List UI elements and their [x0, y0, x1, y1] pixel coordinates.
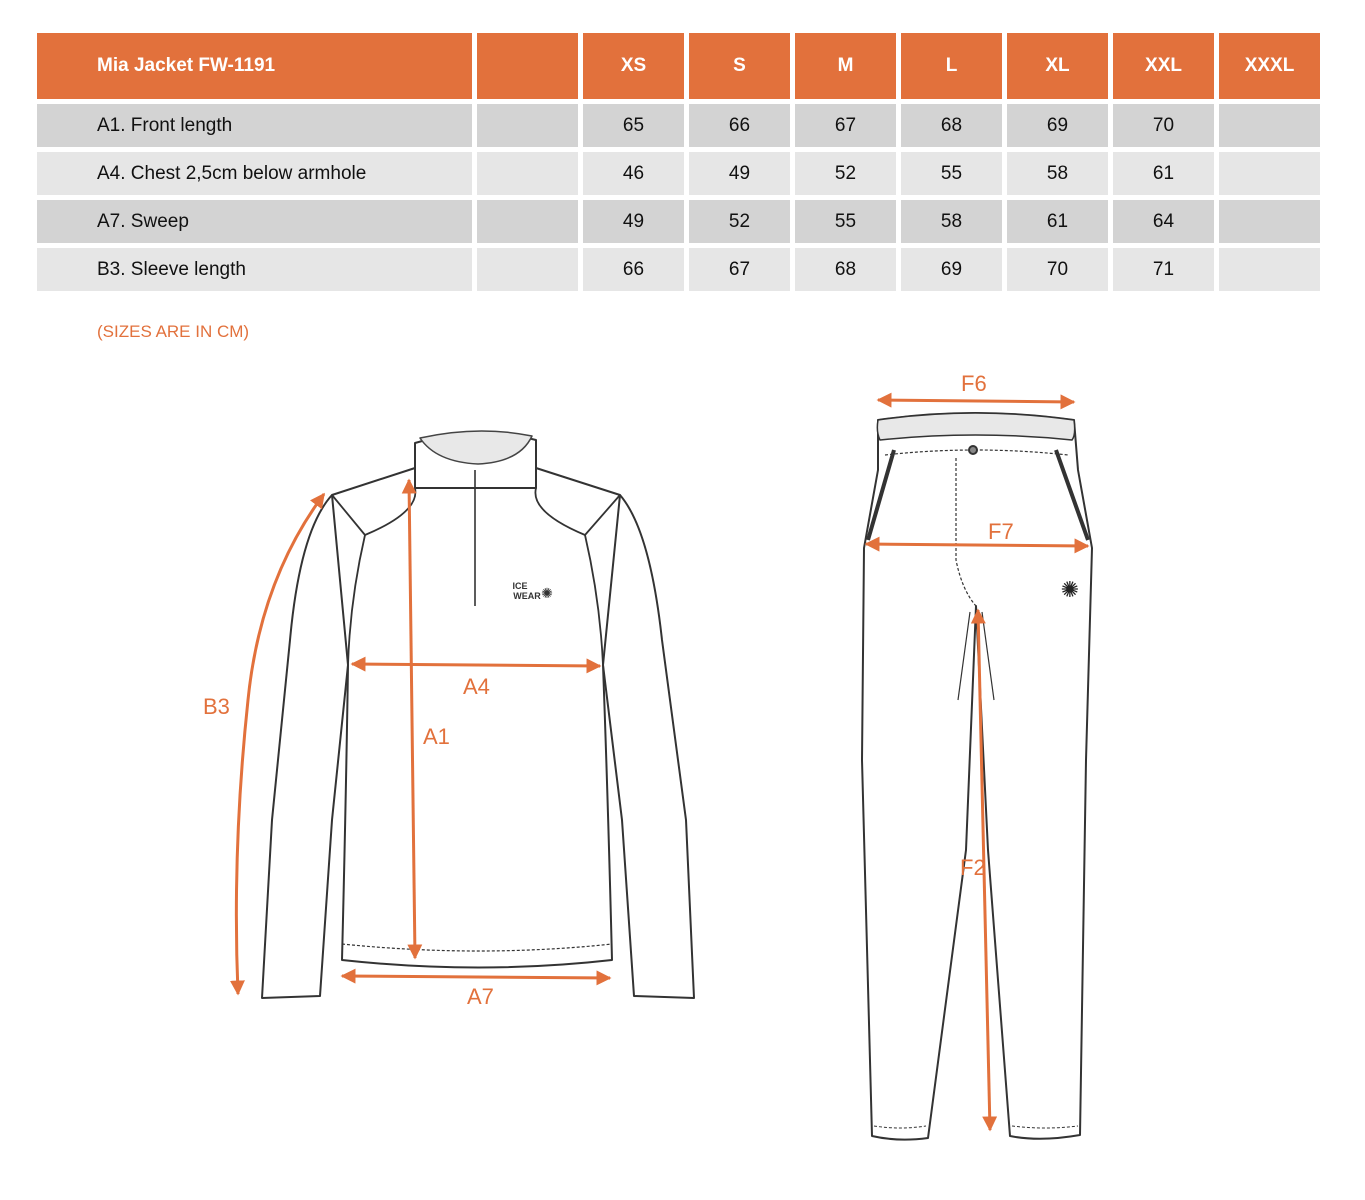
- measurement-value: 67: [795, 104, 896, 147]
- logo-text-top: ICE: [512, 581, 528, 591]
- measurement-label: A7. Sweep: [37, 200, 472, 243]
- a7-label: A7: [467, 984, 494, 1009]
- measurement-value: 46: [583, 152, 684, 195]
- measurement-value: 65: [583, 104, 684, 147]
- measurement-value: 49: [689, 152, 790, 195]
- f6-arrow: [878, 400, 1074, 402]
- f6-label: F6: [961, 371, 987, 396]
- measurement-value: 69: [1007, 104, 1108, 147]
- measurement-value: 70: [1007, 248, 1108, 291]
- measurement-value: 66: [583, 248, 684, 291]
- measurement-value: 58: [1007, 152, 1108, 195]
- measurement-value: 67: [689, 248, 790, 291]
- units-note: (SIZES ARE IN CM): [97, 322, 250, 341]
- f7-arrow: [866, 544, 1088, 546]
- measurement-value: 70: [1113, 104, 1214, 147]
- measurement-value: 61: [1113, 152, 1214, 195]
- measurement-value: 61: [1007, 200, 1108, 243]
- measurement-value: 49: [583, 200, 684, 243]
- size-header-xl: XL: [1007, 33, 1108, 99]
- size-header-xxl: XXL: [1113, 33, 1214, 99]
- measurement-value: 69: [901, 248, 1002, 291]
- pants-drawing: [862, 413, 1092, 1140]
- measurement-value: 68: [901, 104, 1002, 147]
- measurement-value: 58: [901, 200, 1002, 243]
- a1-label: A1: [423, 724, 450, 749]
- logo-text-bottom: WEAR: [513, 591, 541, 601]
- size-header-xxxl: XXXL: [1219, 33, 1320, 99]
- product-title: Mia Jacket FW-1191: [37, 33, 472, 99]
- size-header-m: M: [795, 33, 896, 99]
- measurement-label: A4. Chest 2,5cm below armhole: [37, 152, 472, 195]
- measurement-value: 52: [795, 152, 896, 195]
- snowflake-icon: ✺: [1060, 577, 1080, 602]
- f2-label: F2: [960, 855, 986, 880]
- jacket-drawing: [262, 431, 694, 998]
- a4-arrow: [352, 664, 600, 666]
- measurement-label: A1. Front length: [37, 104, 472, 147]
- a4-label: A4: [463, 674, 490, 699]
- f7-label: F7: [988, 519, 1014, 544]
- a7-arrow: [342, 976, 610, 978]
- snowflake-icon: ✺: [541, 585, 553, 601]
- measurement-label: B3. Sleeve length: [37, 248, 472, 291]
- measurement-value: 68: [795, 248, 896, 291]
- size-header-l: L: [901, 33, 1002, 99]
- measurement-value: 66: [689, 104, 790, 147]
- measurement-value: 55: [901, 152, 1002, 195]
- measurement-value: 71: [1113, 248, 1214, 291]
- size-header-xs: XS: [583, 33, 684, 99]
- measurement-value: 52: [689, 200, 790, 243]
- measurement-value: 64: [1113, 200, 1214, 243]
- b3-label: B3: [203, 694, 230, 719]
- measurement-value: 55: [795, 200, 896, 243]
- size-header-s: S: [689, 33, 790, 99]
